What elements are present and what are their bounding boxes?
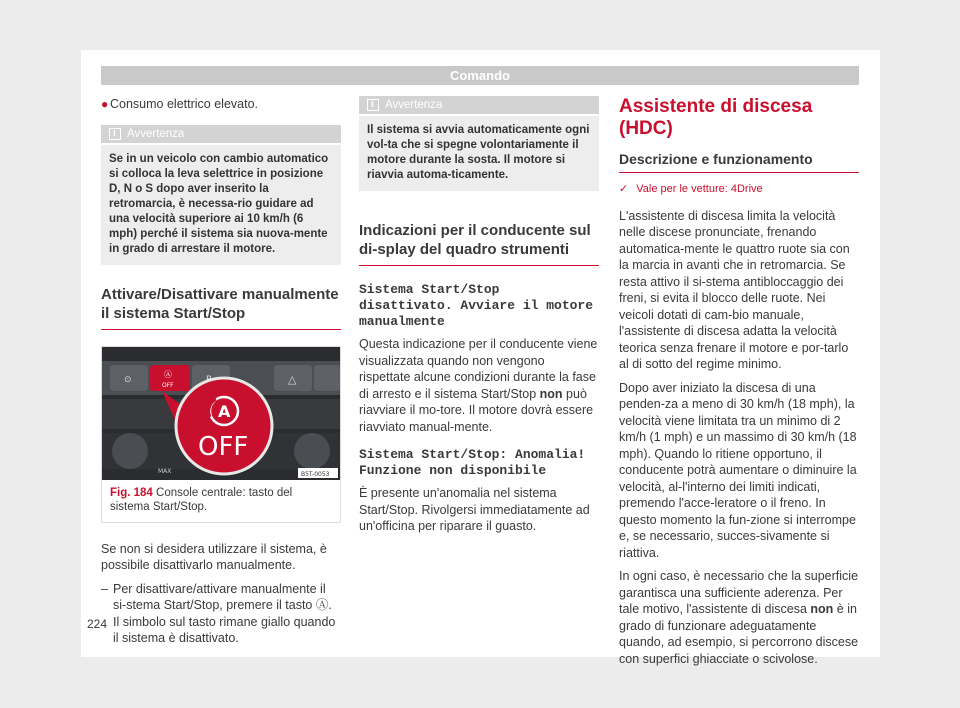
paragraph: Dopo aver iniziato la discesa di una penden-za a meno di 30 km/h (18 mph), la velocità viene limitata tra un minimo di 2 km/h (1 mph) e un massimo di 30 km/h (18 mph). Quando lo ritiene opportuno, il conducente potrà aumentare o diminuire la velocità, al-l'interno dei limiti indicati, premendo l'acce-leratore o il freno. In questo momento la fun-zione si interrompe e, se necessario, succes-sivamente si riattiva. <box>619 380 857 560</box>
paragraph: L'assistente di discesa limita la velocità nelle discese pronunciate, frenando automatica-mente le quattro ruote sia con la marcia in avanti che in retromarcia. Se resta attivo il si-stema antibloccaggio dei freni, si evita il blocco delle ruote. Nei veicoli dotati di cam-bio manuale, l'assistente di discesa adatta la velocità teorica senza frenare il motore e por-tarlo al di sotto del regime minimo. <box>619 208 850 371</box>
chapter-title: Assistente di discesa (HDC) <box>619 96 813 139</box>
figure-caption-text: Console centrale: tasto del sistema Start/Stop. <box>110 486 293 513</box>
svg-text:⊙: ⊙ <box>124 374 132 385</box>
section-title-start-stop: Attivare/Disattivare manualmente il sistema Start/Stop <box>101 285 341 330</box>
page-header: Comando <box>101 66 859 85</box>
bullet-text: Consumo elettrico elevato. <box>110 97 258 111</box>
info-icon <box>367 99 379 111</box>
section-subtitle: Descrizione e funzionamento <box>619 150 859 173</box>
column-left <box>101 96 341 647</box>
paragraph <box>619 568 859 667</box>
applies-text: Vale per le vetture: 4Drive <box>636 183 763 195</box>
message-title: Sistema Start/Stop: Anomalia! Funzione non disponibile <box>359 447 586 478</box>
message-text <box>359 336 599 435</box>
bold-span: non <box>810 602 834 616</box>
message-title: Sistema Start/Stop disattivato. Avviare il motore manualmente <box>359 282 594 329</box>
warning-box <box>359 96 599 191</box>
warning-text: Il sistema si avvia automaticamente ogni vol-ta che si spegne volontariamente il motore durante la sosta. Il motore si riavvia automa-ticamente. <box>367 124 590 181</box>
paragraph: Se non si desidera utilizzare il sistema, è possibile disattivarlo manualmente. <box>101 541 327 572</box>
warning-header <box>359 96 599 116</box>
svg-text:△: △ <box>288 372 297 386</box>
warning-header <box>101 125 341 145</box>
small-off-label: OFF <box>162 381 174 389</box>
text-span: è in grado di funzionare adeguatamente quando, ad esempio, si percorrono discese con superfici ghiacciate o scivolose. <box>619 602 859 666</box>
page-number: 224 <box>87 617 108 631</box>
figure-caption <box>102 480 340 522</box>
checkmark-icon: ✓ <box>619 183 629 195</box>
warning-title: Avvertenza <box>385 99 443 111</box>
dash-marker: – <box>101 581 108 596</box>
text-span: In ogni caso, è necessario che la superficie garantisca una sufficiente aderenza. Per tale motivo, l'assistente di discesa <box>619 569 859 616</box>
figure-184 <box>101 346 341 523</box>
message-text: È presente un'anomalia nel sistema Start/Stop. Rivolgersi immediatamente ad un'officina per riparare il guasto. <box>359 486 590 533</box>
svg-text:Ⓐ: Ⓐ <box>164 369 172 379</box>
warning-text: Se in un veicolo con cambio automatico si colloca la leva selettrice in posizione D, N o S dopo aver inserito la retromarcia, è necessa-rio guidare ad una velocità superiore ai 10 km/h (6 mph) perché il sistema sia nuova-mente in grado di arrestare il motore. <box>109 152 329 255</box>
console-photo <box>102 347 340 480</box>
column-right <box>619 96 859 674</box>
big-off-label: OFF <box>198 431 249 462</box>
section-title-driver-info: Indicazioni per il conducente sul di-splay del quadro strumenti <box>359 221 599 266</box>
bold-span: non <box>539 386 563 401</box>
applies-to <box>619 181 859 198</box>
warning-title: Avvertenza <box>127 127 185 140</box>
max-label: MAX <box>158 467 172 475</box>
step-text: Per disattivare/attivare manualmente il si-stema Start/Stop, premere il tasto Ⓐ. Il simbolo sul tasto rimane giallo quando il sistema è disattivato. <box>113 581 336 645</box>
bullet-dot-icon: ● <box>101 97 109 111</box>
text-span: può riavviare il mo-tore. Il motore dovrà essere riavviato manual-mente. <box>359 386 594 434</box>
step-item <box>101 581 341 647</box>
column-middle <box>359 96 599 542</box>
svg-text:A: A <box>218 401 231 421</box>
text-span: Questa indicazione per il conducente viene visualizzata quando non vengono rispettate alcune condizioni durante la fase di arresto e il sistema Start/Stop <box>359 337 598 401</box>
bullet-item <box>101 96 341 113</box>
warning-box <box>101 125 341 265</box>
info-icon <box>109 128 121 140</box>
figure-code: B5T-0053 <box>301 470 330 478</box>
figure-label: Fig. 184 <box>110 486 153 499</box>
